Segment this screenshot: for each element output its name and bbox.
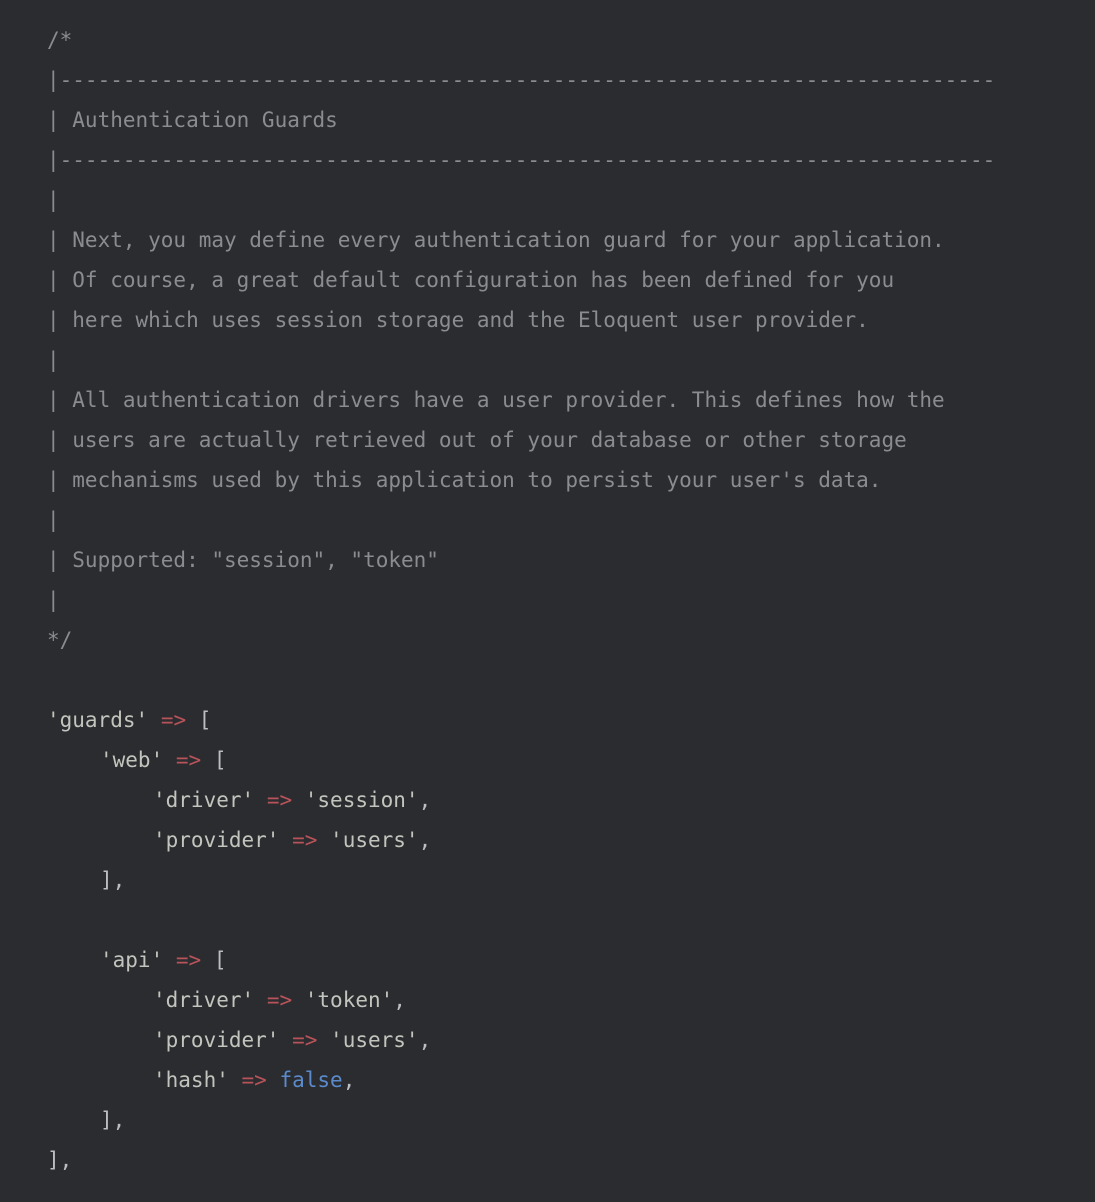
comma: , bbox=[418, 1028, 432, 1052]
driver-value: 'session' bbox=[304, 788, 419, 812]
code-line-api-hash bbox=[47, 1060, 1075, 1100]
comment-line: */ bbox=[47, 628, 73, 652]
blank-line bbox=[47, 900, 1075, 940]
provider-key: 'provider' bbox=[153, 1028, 280, 1052]
code-editor[interactable] bbox=[47, 20, 1075, 1180]
code-line-guards bbox=[47, 700, 1075, 740]
api-key: 'api' bbox=[100, 948, 164, 972]
code-line-web-provider bbox=[47, 820, 1075, 860]
driver-key: 'driver' bbox=[153, 788, 255, 812]
driver-value: 'token' bbox=[304, 988, 394, 1012]
comment-line: | bbox=[47, 508, 60, 532]
code-line-web bbox=[47, 740, 1075, 780]
comment-line: | Supported: "session", "token" bbox=[47, 548, 439, 572]
comment-line: | bbox=[47, 188, 60, 212]
code-line-web-driver bbox=[47, 780, 1075, 820]
comment-line: | users are actually retrieved out of your database or other storage bbox=[47, 428, 907, 452]
code-line-api-provider bbox=[47, 1020, 1075, 1060]
comma: , bbox=[418, 828, 432, 852]
comment-line: |-------------------------------------------------------------------------- bbox=[47, 148, 996, 172]
comma: , bbox=[393, 988, 406, 1012]
open-bracket: [ bbox=[213, 748, 227, 772]
arrow-operator: => bbox=[292, 1028, 318, 1052]
arrow-operator: => bbox=[266, 788, 293, 812]
code-line-guards-close bbox=[47, 1140, 1075, 1180]
hash-key: 'hash' bbox=[153, 1068, 229, 1092]
comment-line: | Of course, a great default configuration has been defined for you bbox=[47, 268, 895, 292]
code-line-api-close bbox=[47, 1100, 1075, 1140]
arrow-operator: => bbox=[292, 828, 318, 852]
comment-line: | bbox=[47, 348, 60, 372]
hash-value: false bbox=[279, 1068, 343, 1092]
provider-key: 'provider' bbox=[153, 828, 280, 852]
comment-line: /* bbox=[47, 28, 73, 52]
provider-value: 'users' bbox=[330, 1028, 419, 1052]
close-bracket: ], bbox=[47, 1148, 73, 1172]
close-bracket: ], bbox=[100, 1108, 126, 1132]
code-line-api bbox=[47, 940, 1075, 980]
code-line-web-close bbox=[47, 860, 1075, 900]
comma: , bbox=[418, 788, 432, 812]
comment-line: | here which uses session storage and the Eloquent user provider. bbox=[47, 308, 869, 332]
blank-line bbox=[47, 660, 1075, 700]
guards-key: 'guards' bbox=[47, 708, 149, 732]
comment-line: | Authentication Guards bbox=[47, 108, 338, 132]
comment-line: | All authentication drivers have a user provider. This defines how the bbox=[47, 388, 945, 412]
comment-line: |-------------------------------------------------------------------------- bbox=[47, 68, 996, 92]
close-bracket: ], bbox=[100, 868, 126, 892]
arrow-operator: => bbox=[160, 708, 187, 732]
arrow-operator: => bbox=[241, 1068, 267, 1092]
provider-value: 'users' bbox=[330, 828, 419, 852]
comment-line: | Next, you may define every authentication guard for your application. bbox=[47, 228, 945, 252]
web-key: 'web' bbox=[100, 748, 164, 772]
open-bracket: [ bbox=[198, 708, 212, 732]
comma: , bbox=[342, 1068, 356, 1092]
comment-line: | mechanisms used by this application to persist your user's data. bbox=[47, 468, 882, 492]
code-line-api-driver bbox=[47, 980, 1075, 1020]
arrow-operator: => bbox=[266, 988, 293, 1012]
driver-key: 'driver' bbox=[153, 988, 255, 1012]
arrow-operator: => bbox=[175, 948, 202, 972]
comment-line: | bbox=[47, 588, 60, 612]
arrow-operator: => bbox=[175, 748, 202, 772]
open-bracket: [ bbox=[213, 948, 227, 972]
